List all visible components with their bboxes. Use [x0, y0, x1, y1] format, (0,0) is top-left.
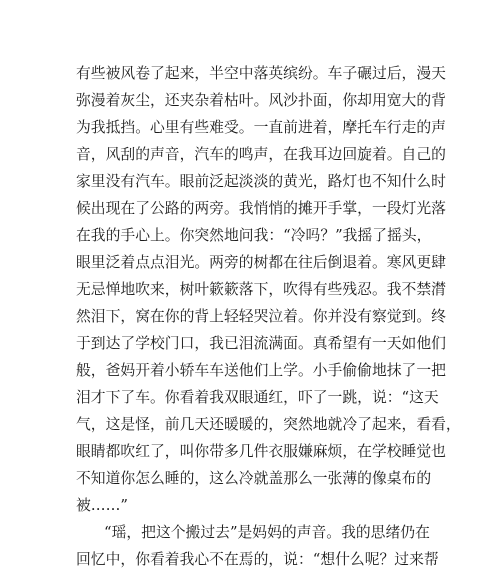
text-line: 眼睛都吹红了，叫你带多几件衣服嫌麻烦，在学校睡觉也 — [76, 443, 446, 460]
text-line: 般，爸妈开着小轿车车送他们上学。小手偷偷地抹了一把 — [76, 362, 446, 379]
text-line: 然泪下，窝在你的背上轻轻哭泣着。你并没有察觉到。终 — [76, 308, 446, 325]
text-line: 回忆中，你看着我心不在焉的，说：“想什么呢？过来帮 — [76, 551, 439, 568]
text-line: 在我的手心上。你突然地问我：“冷吗？”我摇了摇头， — [76, 227, 432, 244]
text-line: 为我抵挡。心里有些难受。一直前进着，摩托车行走的声 — [76, 119, 446, 136]
text-line: 眼里泛着点点泪光。两旁的树都在往后倒退着。寒风更肆 — [76, 254, 446, 271]
text-line: 于到达了学校门口，我已泪流满面。真希望有一天如他们 — [76, 335, 446, 352]
text-line: 候出现在了公路的两旁。我悄悄的摊开手掌，一段灯光落 — [76, 200, 446, 217]
text-line: 气，这是怪，前几天还暖暖的，突然地就冷了起来，看看， — [76, 416, 461, 433]
text-line: 音，风刮的声音，汽车的鸣声，在我耳边回旋着。自己的 — [76, 146, 446, 163]
text-line: 家里没有汽车。眼前泛起淡淡的黄光，路灯也不知什么时 — [76, 173, 446, 190]
text-line: 无忌惮地吹来，树叶簌簌落下，吹得有些残忍。我不禁潸 — [76, 281, 446, 298]
text-line: 泪才下了车。你看着我双眼通红，吓了一跳，说：“这天 — [76, 389, 439, 406]
text-line: 被……” — [76, 497, 128, 514]
text-line: 弥漫着灰尘，还夹杂着枯叶。风沙扑面，你却用宽大的背 — [76, 92, 446, 109]
text-line: 不知道你怎么睡的，这么冷就盖那么一张薄的像桌布的 — [76, 470, 432, 487]
paragraph-first-line: “瑶，把这个搬过去”是妈妈的声音。我的思绪仍在 — [104, 524, 430, 541]
text-line: 有些被风卷了起来，半空中落英缤纷。车子碾过后，漫天 — [76, 65, 446, 82]
